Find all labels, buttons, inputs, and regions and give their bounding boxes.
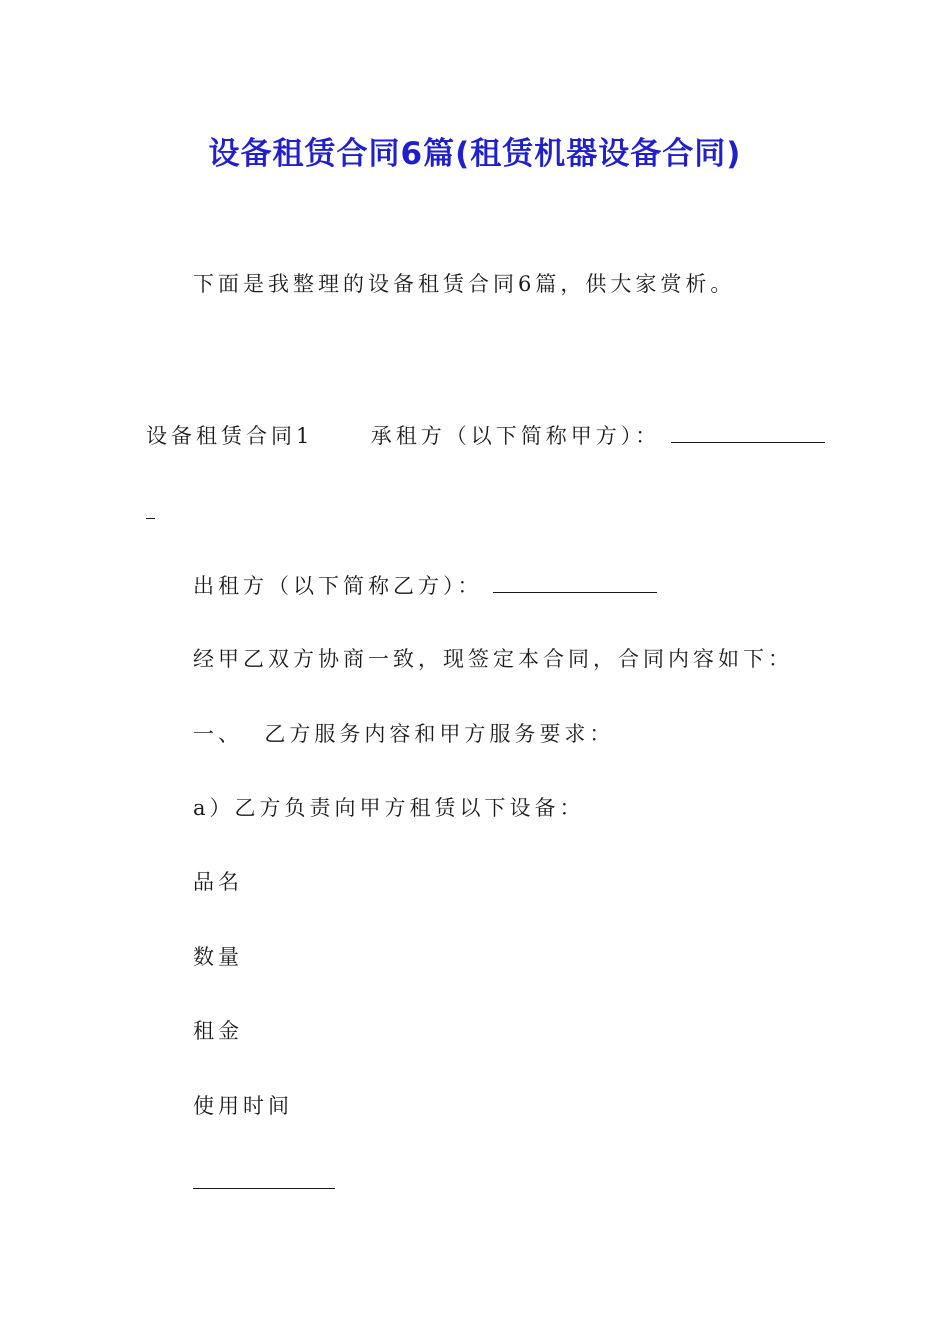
fill-in-blank: [193, 1170, 335, 1189]
fill-in-line: [193, 1170, 335, 1193]
lessor-blank: [493, 574, 657, 593]
agreement-paragraph: 经甲乙双方协商一致，现签定本合同，合同内容如下：: [193, 647, 793, 671]
document-title: 设备租赁合同6篇(租赁机器设备合同): [208, 136, 742, 172]
item-usage-time-label: 使用时间: [193, 1094, 293, 1118]
item-name-label: 品名: [193, 870, 243, 894]
lessee-blank: [671, 424, 825, 443]
lessor-line: [193, 574, 657, 597]
item-rent-label: 租金: [193, 1019, 243, 1043]
section-1-heading: 设备租赁合同1: [146, 424, 314, 448]
clause-1a: a）乙方负责向甲方租赁以下设备：: [193, 796, 585, 820]
item-quantity-label: 数量: [193, 945, 243, 969]
clause-1: 一、 乙方服务内容和甲方服务要求：: [193, 722, 615, 746]
lessee-label: 承租方（以下简称甲方）：: [370, 424, 661, 448]
lessee-blank-continuation: [146, 500, 155, 523]
lessee-blank-tail: [146, 500, 155, 519]
section-1-line: [146, 424, 825, 447]
intro-paragraph: 下面是我整理的设备租赁合同6篇，供大家赏析。: [193, 272, 736, 296]
lessor-label: 出租方（以下简称乙方）：: [193, 574, 483, 598]
